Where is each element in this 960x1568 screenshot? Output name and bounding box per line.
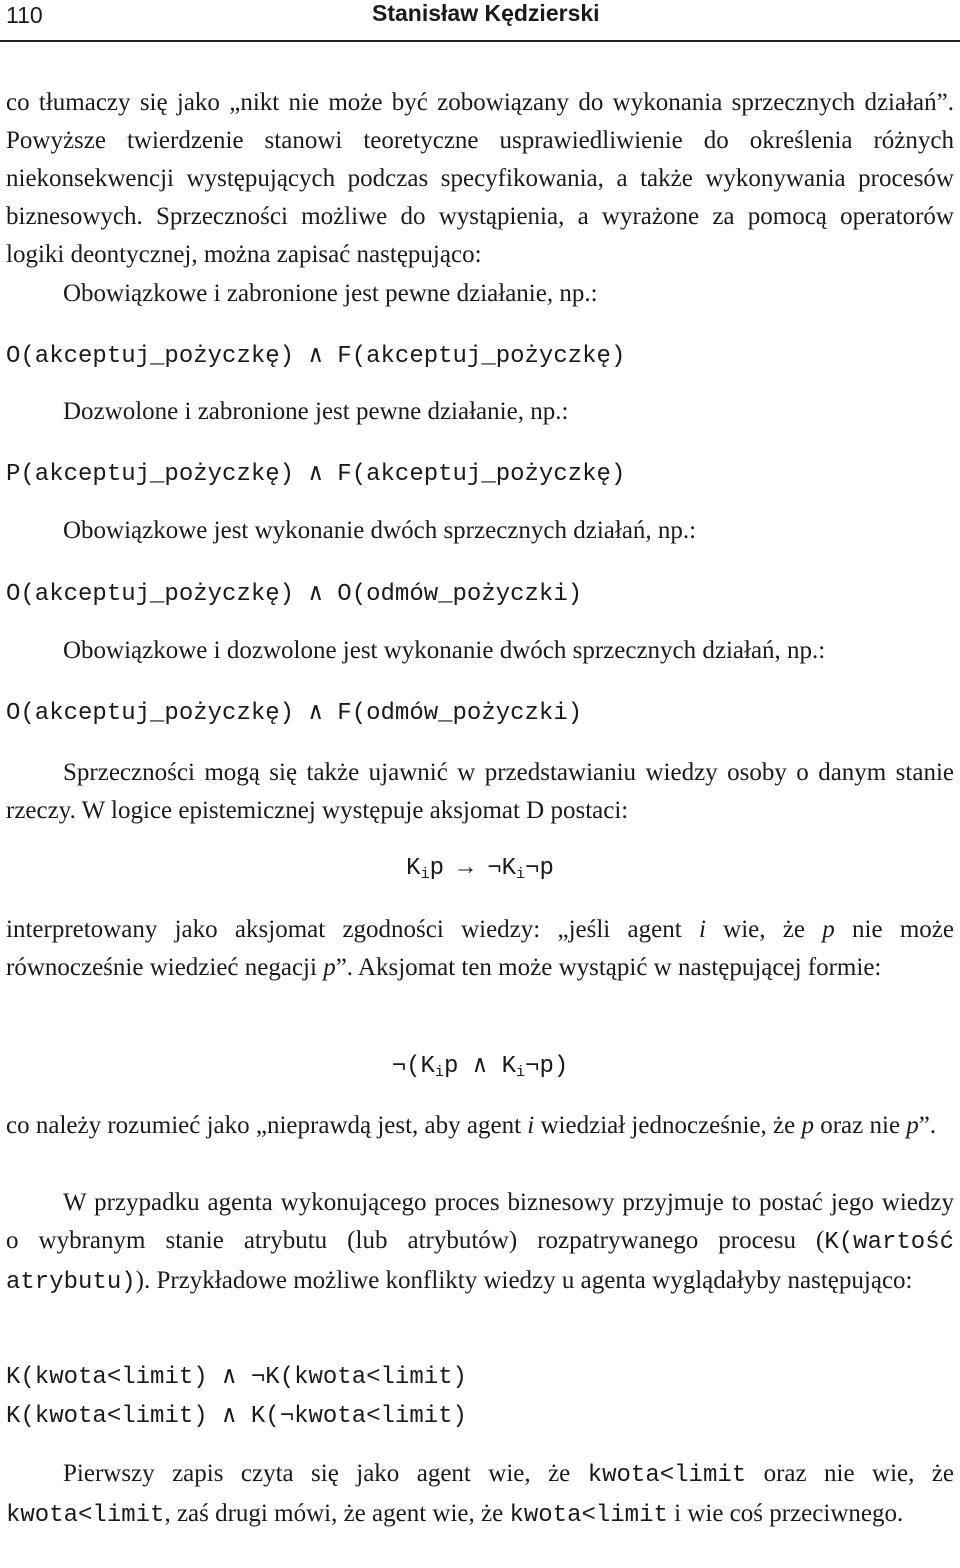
case-3-label: Obowiązkowe jest wykonanie dwóch sprzecznych działań, np.: [63, 517, 697, 544]
case-3-formula: O(akceptuj_pożyczkę) ∧ O(odmów_pożyczki) [6, 581, 583, 608]
header-rule [0, 40, 960, 42]
case-4-formula: O(akceptuj_pożyczkę) ∧ F(odmów_pożyczki) [6, 700, 583, 727]
paragraph-2: Sprzeczności mogą się także ujawnić w przedstawianiu wiedzy osoby o danym stanie rzeczy. W logice epistemicznej występuje aksjomat D postaci: [6, 759, 954, 824]
page-number: 110 [6, 2, 43, 28]
axiom-d-formula: $K_ip$ → $\neg K_i\neg p$ [406, 855, 554, 883]
case-4-label: Obowiązkowe i dozwolone jest wykonanie dwóch sprzecznych działań, np.: [63, 637, 826, 664]
axiom-d-negated-form: $\neg(K_ip$ ∧ $K_i\neg p$) [391, 1053, 569, 1081]
case-1-label: Obowiązkowe i zabronione jest pewne działanie, np.: [63, 280, 598, 307]
case-2-formula: P(akceptuj_pożyczkę) ∧ F(akceptuj_pożyczkę) [6, 461, 626, 488]
case-2-label: Dozwolone i zabronione jest pewne działanie, np.: [63, 398, 569, 425]
paragraph-6: Pierwszy zapis czyta się jako agent wie, że kwota<limit oraz nie wie, że kwota<limit, zaś drugi mówi, że agent wie, że kwota<limit i wie coś przeciwnego. [6, 1460, 954, 1529]
running-header-author: Stanisław Kędzierski [372, 0, 600, 26]
inline-code: K(wartość atrybutu) [6, 1229, 954, 1296]
paragraph-1: co tłumaczy się jako „nikt nie może być zobowiązany do wykonania sprzecznych działań”. Powyższe twierdzenie stanowi teoretyczne usprawiedliwienie do określenia różnych niekonsekwencji występujących podczas specyfikowania, a także wykonywania procesów biznesowych. Sprzeczności możliwe do wystąpienia, a wyrażone za pomocą operatorów logiki deontycznej, można zapisać następująco: [6, 89, 954, 268]
paragraph-3: interpretowany jako aksjomat zgodności wiedzy: „jeśli agent i wie, że p nie może równocześnie wiedzieć negacji p”. Aksjomat ten może wystąpić w następującej formie: [6, 916, 954, 981]
running-header [0, 0, 960, 40]
conflict-formula-2: K(kwota<limit) ∧ K(¬kwota<limit) [6, 1403, 467, 1430]
paragraph-4: co należy rozumieć jako „nieprawdą jest, aby agent i wiedział jednocześnie, że p oraz nie p”. [6, 1112, 937, 1139]
case-1-formula: O(akceptuj_pożyczkę) ∧ F(akceptuj_pożyczkę) [6, 343, 626, 370]
conflict-formula-1: K(kwota<limit) ∧ ¬K(kwota<limit) [6, 1364, 467, 1391]
paragraph-5: W przypadku agenta wykonującego proces biznesowy przyjmuje to postać jego wiedzy o wybranym stanie atrybutu (lub atrybutów) rozpatrywanego procesu (K(wartość atrybutu)). Przykładowe możliwe konflikty wiedzy u agenta wyglądałyby następująco: [6, 1189, 954, 1296]
